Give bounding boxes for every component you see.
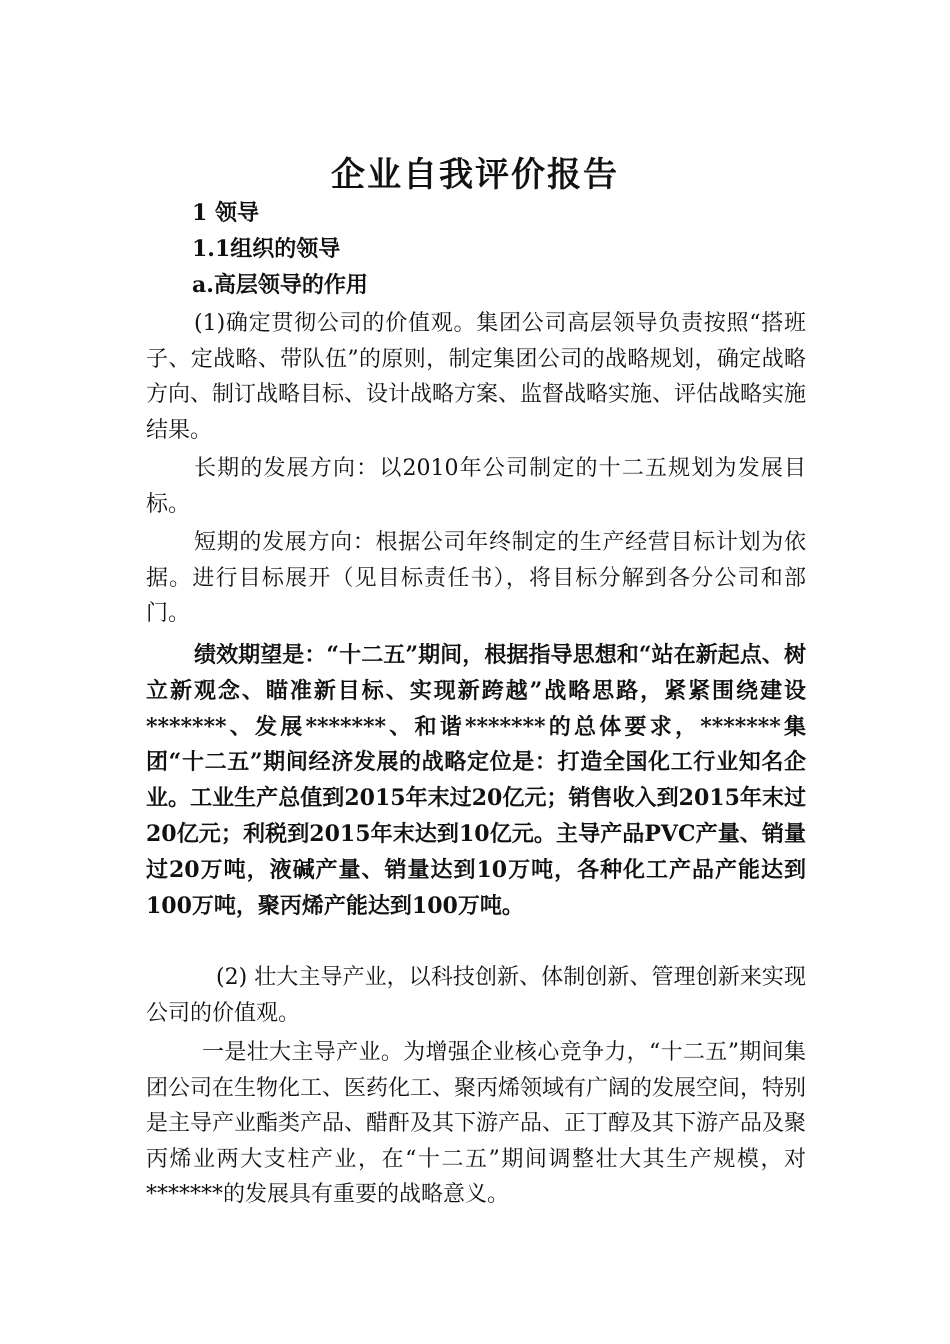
section-heading-a: a.高层领导的作用 bbox=[192, 272, 368, 298]
section-heading-1-1: 1.1组织的领导 bbox=[192, 236, 341, 262]
paragraph-performance: 绩效期望是：“十二五”期间，根据指导思想和“站在新起点、树立新观念、瞄准新目标、实现新跨越”战略思路，紧紧围绕建设*******、发展*******、和谐*******的总体要求，*******集团“十二五”期间经济发展的战略定位是：打造全国化工行业知名企业。工业生产总值到2015年末过20亿元；销售收入到2015年末过20亿元；利税到2015年末达到10亿元。主导产品PVC产量、销量过20万吨，液碱产量、销量达到10万吨，各种化工产品产能达到100万吨，聚丙烯产能达到100万吨。 bbox=[146, 642, 806, 919]
section-heading-1: 1 领导 bbox=[192, 200, 259, 226]
paragraph-short-term: 短期的发展方向：根据公司年终制定的生产经营目标计划为依据。进行目标展开（见目标责任书），将目标分解到各分公司和部门。 bbox=[146, 530, 806, 626]
paragraph-values: (1)确定贯彻公司的价值观。集团公司高层领导负责按照“搭班子、定战略、带队伍”的原则，制定集团公司的战略规划，确定战略方向、制订战略目标、设计战略方案、监督战略实施、评估战略实施结果。 bbox=[146, 311, 807, 443]
paragraph-main-industry: (2) 壮大主导产业，以科技创新、体制创新、管理创新来实现公司的价值观。 bbox=[146, 965, 806, 1026]
paragraph-long-term: 长期的发展方向：以2010年公司制定的十二五规划为发展目标。 bbox=[146, 456, 806, 517]
paragraph-strengthen: 一是壮大主导产业。为增强企业核心竞争力，“十二五”期间集团公司在生物化工、医药化工、聚丙烯领域有广阔的发展空间，特别是主导产业酯类产品、醋酐及其下游产品、正丁醇及其下游产品及聚丙烯业两大支柱产业，在“十二五”期间调整壮大其生产规模，对*******的发展具有重要的战略意义。 bbox=[146, 1040, 807, 1207]
document-title: 企业自我评价报告 bbox=[331, 155, 619, 195]
